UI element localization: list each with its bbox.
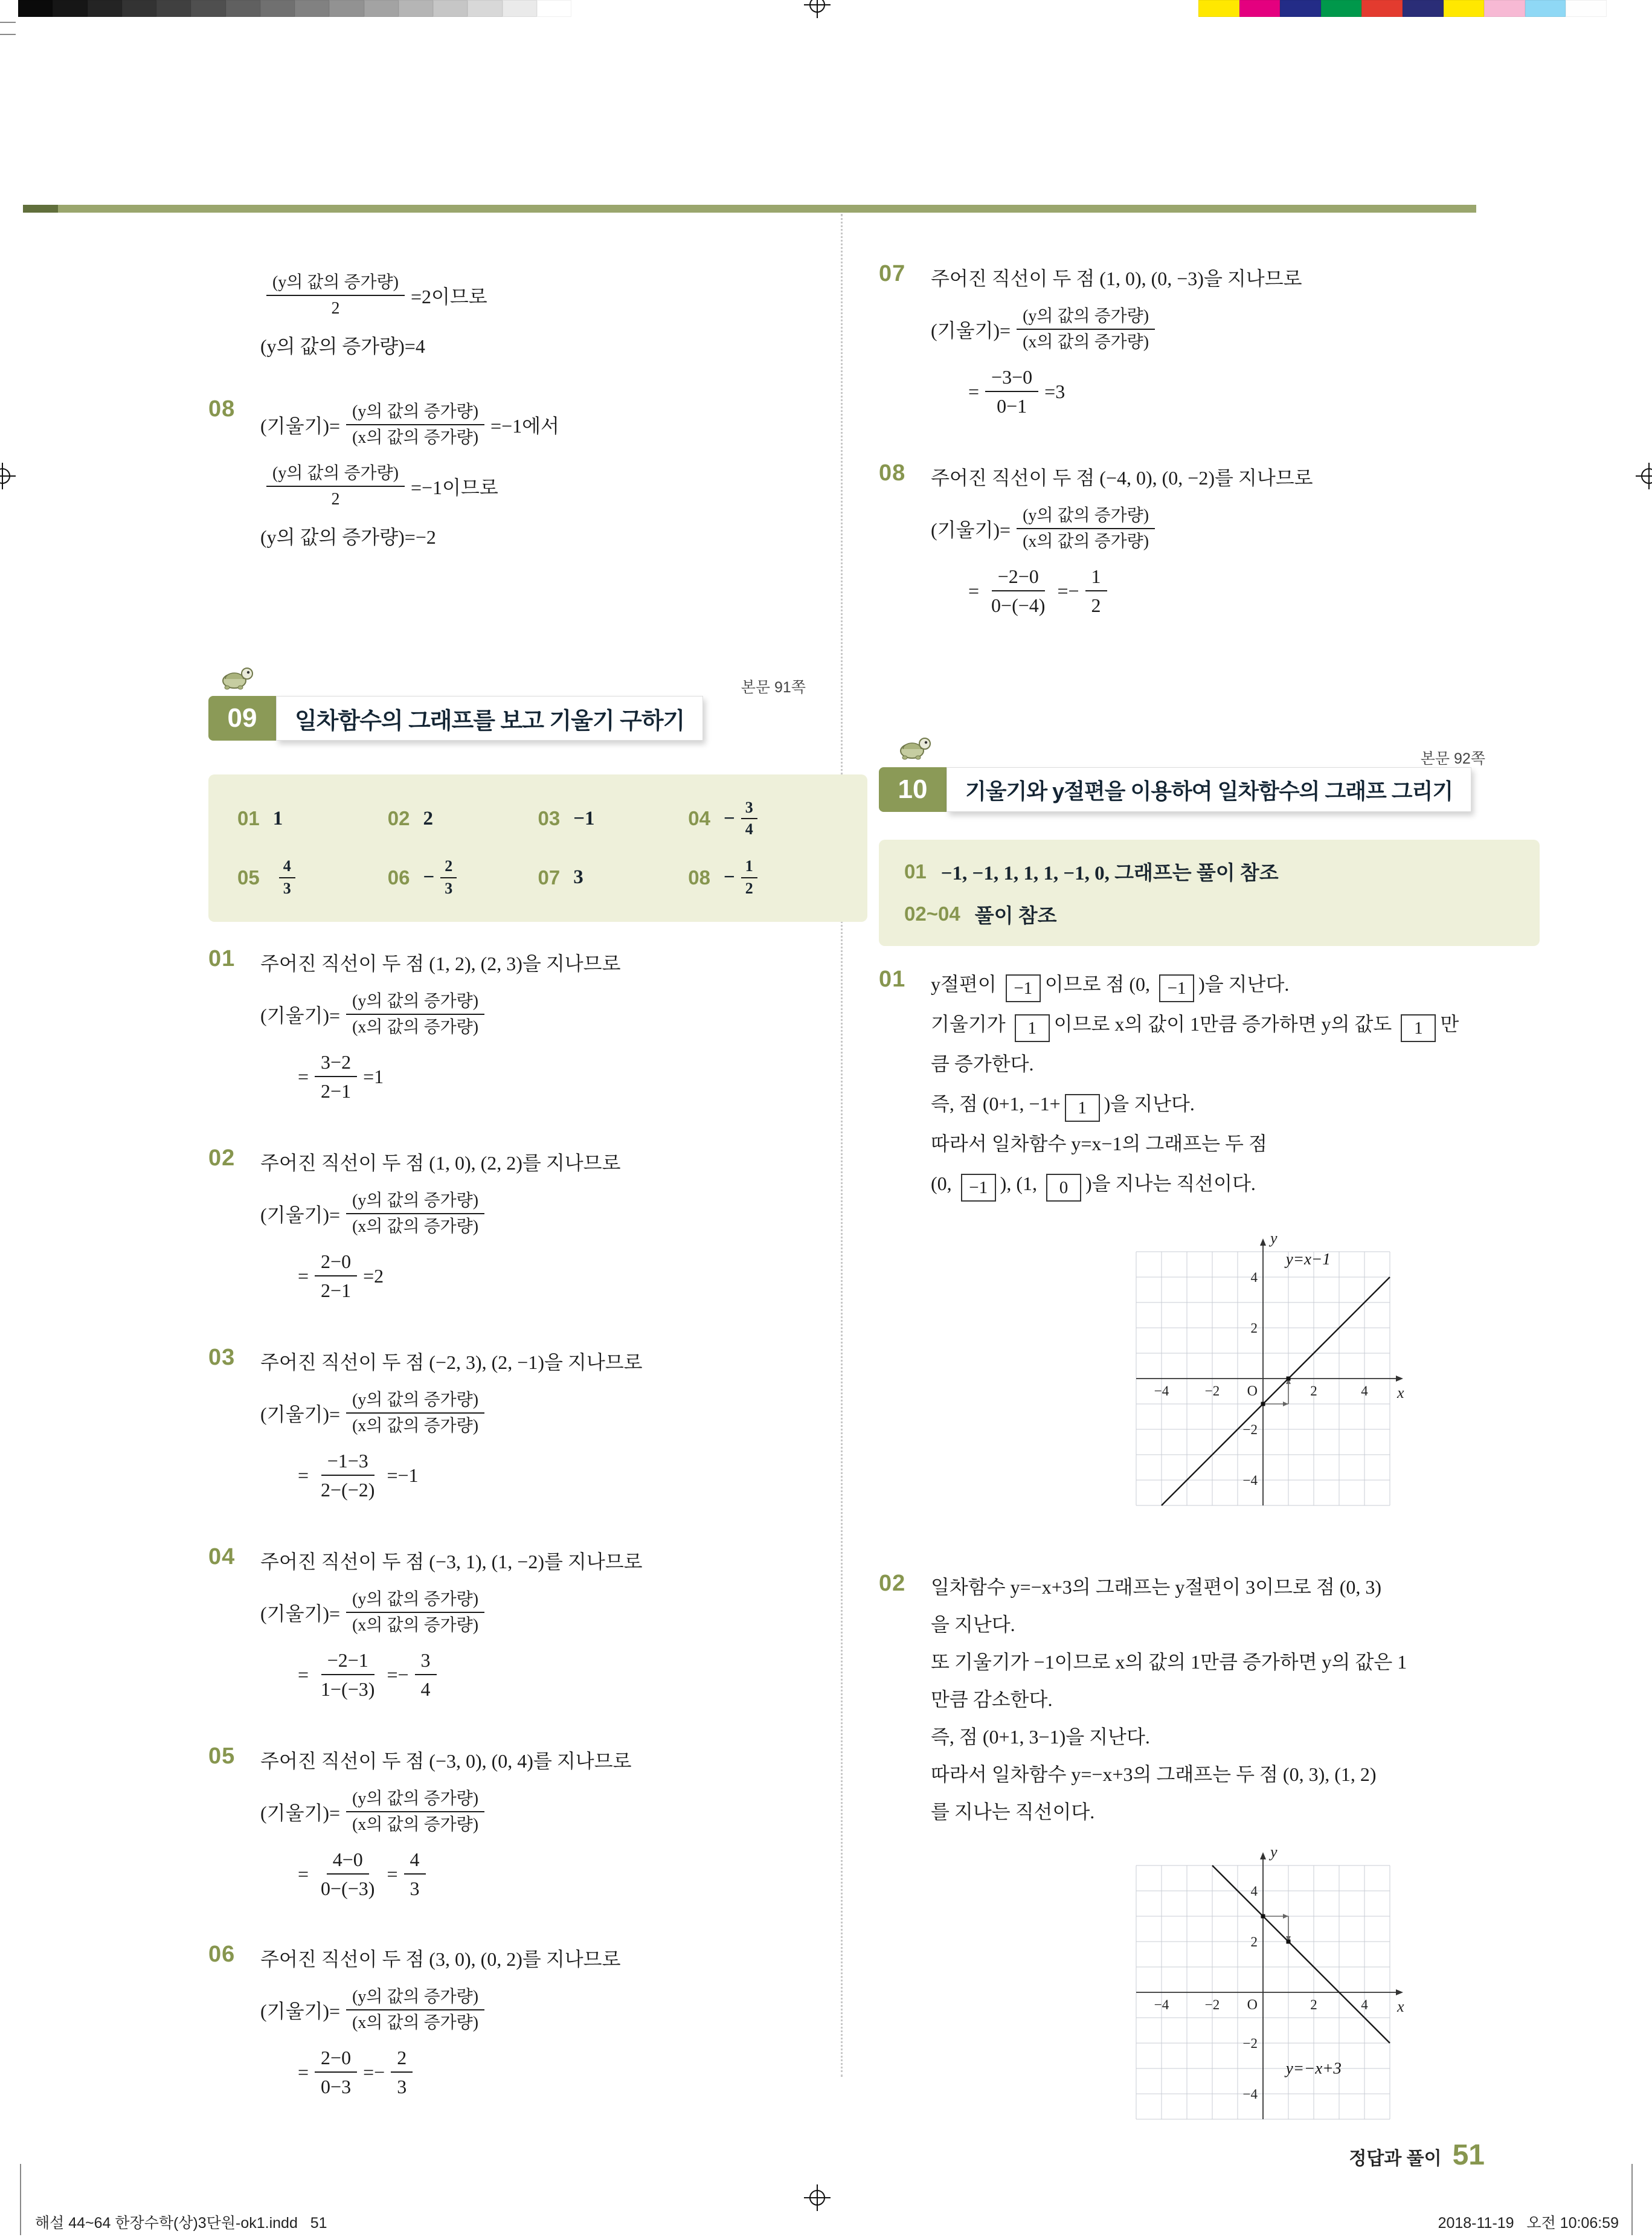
sign: −	[723, 807, 735, 829]
fraction-denominator: (x의 값의 증가량)	[352, 1417, 479, 1435]
math-text: =−1에서	[490, 415, 559, 437]
fraction-numerator: −1−3	[321, 1449, 374, 1476]
solution-block-08-right	[879, 458, 1489, 622]
boxed-value: 0	[1046, 1174, 1081, 1202]
fraction-denominator: 2	[331, 490, 340, 509]
strip-cell	[1484, 0, 1525, 17]
slope-formula	[260, 394, 809, 455]
solution-block-05	[208, 1741, 809, 1905]
answer-item	[688, 857, 838, 898]
slope-formula	[931, 298, 1489, 360]
solution-block-04	[208, 1542, 809, 1706]
slope-formula	[260, 983, 809, 1045]
solution-intro: 주어진 직선이 두 점 (1, 2), (2, 3)을 지나므로	[260, 953, 621, 974]
fraction	[315, 1648, 381, 1701]
fraction-denominator: 3	[397, 2076, 407, 2097]
answer-item	[538, 857, 689, 898]
svg-text:4: 4	[1250, 1270, 1258, 1285]
math-text: =−1이므로	[410, 477, 498, 498]
answer-value	[273, 857, 301, 898]
fraction	[315, 2045, 357, 2099]
svg-text:y: y	[1270, 1843, 1278, 1861]
footer-timestamp: 2018-11-19 오전 10:06:59	[1438, 2215, 1619, 2232]
fraction-numerator: (y의 값의 증가량)	[346, 991, 484, 1015]
crop-tick	[20, 2164, 21, 2235]
page-footer-label	[1349, 2139, 1485, 2172]
math-text: =−1	[387, 1464, 419, 1486]
math-text: =	[298, 1065, 309, 1087]
fraction-numerator: (y의 값의 증가량)	[346, 1788, 484, 1812]
fraction-numerator: 2−0	[315, 2045, 357, 2073]
solution-intro: 주어진 직선이 두 점 (−2, 3), (2, −1)을 지나므로	[260, 1351, 643, 1373]
solution-block-08	[208, 394, 809, 557]
strip-cell	[53, 0, 87, 17]
fraction	[985, 365, 1038, 418]
answer-number: 04	[688, 807, 710, 830]
fraction-numerator: 3	[741, 798, 757, 820]
text: y절편이	[931, 973, 1001, 995]
crop-tick	[0, 22, 16, 23]
math-text: =	[968, 579, 980, 602]
problem-number: 02	[879, 1571, 906, 1596]
fraction-denominator: 2	[1091, 594, 1101, 616]
answer-number: 08	[688, 866, 710, 889]
fraction-denominator: 4	[420, 1678, 431, 1700]
text-line: 또 기울기가 −1이므로 x의 값의 1만큼 증가하면 y의 값은 1	[931, 1651, 1407, 1673]
answer-item	[237, 798, 388, 840]
problem-number: 05	[208, 1743, 236, 1769]
strip-cell	[1566, 0, 1607, 17]
svg-text:−2: −2	[1242, 2036, 1258, 2051]
problem-number: 01	[879, 967, 906, 992]
fraction	[266, 463, 405, 510]
solution-block-10-01	[879, 964, 1489, 1203]
answer-number: 05	[237, 866, 260, 889]
math-text: =	[298, 1663, 309, 1685]
text: 이므로 점 (0,	[1044, 973, 1155, 995]
slope-result	[298, 1444, 809, 1507]
svg-text:−2: −2	[1242, 1422, 1258, 1437]
answer-box-10	[879, 840, 1540, 946]
fraction-numerator: (y의 값의 증가량)	[346, 401, 484, 425]
fraction	[266, 272, 405, 319]
section-title: 기울기와 y절편을 이용하여 일차함수의 그래프 그리기	[947, 767, 1471, 812]
crop-tick	[1631, 2164, 1633, 2235]
answer-value: 2	[423, 807, 433, 829]
turtle-icon	[218, 662, 257, 691]
problem-number: 04	[208, 1544, 236, 1569]
svg-text:y=−x+3: y=−x+3	[1285, 2059, 1342, 2078]
math-text: =−	[363, 2061, 385, 2083]
text: ), (1,	[1000, 1173, 1042, 1194]
slope-formula	[260, 1979, 809, 2041]
math-text: =−	[387, 1663, 409, 1685]
sign: −	[423, 866, 435, 889]
fraction	[1085, 564, 1107, 617]
fraction-numerator: (y의 값의 증가량)	[1017, 505, 1155, 529]
strip-cell	[88, 0, 122, 17]
fraction-denominator: (x의 값의 증가량)	[352, 1217, 479, 1236]
math-text: (기울기)=	[260, 1603, 341, 1624]
fraction-numerator: (y의 값의 증가량)	[346, 1589, 484, 1613]
fraction	[346, 1986, 484, 2033]
math-text: (기울기)=	[931, 320, 1011, 341]
fraction-denominator: 2	[745, 879, 753, 897]
answer-box-09	[208, 774, 867, 922]
math-text: =	[298, 1264, 309, 1287]
fraction-denominator: 4	[745, 820, 753, 838]
math-text: =	[968, 380, 980, 402]
fraction-denominator: (x의 값의 증가량)	[352, 1018, 479, 1037]
slope-result	[298, 2041, 809, 2103]
math-text: (기울기)=	[260, 1005, 341, 1026]
fraction-denominator: 3	[283, 879, 291, 897]
slope-result	[968, 360, 1489, 423]
text-line	[931, 1164, 1489, 1203]
solution-block-03	[208, 1342, 809, 1507]
text-line	[931, 964, 1489, 1004]
svg-text:x: x	[1397, 1384, 1404, 1402]
fraction	[315, 1847, 381, 1901]
text: )을 지난다.	[1104, 1093, 1195, 1115]
math-text: (기울기)=	[260, 1802, 341, 1824]
svg-text:−4: −4	[1154, 1383, 1169, 1399]
graph-y-equals-x-minus-1	[1120, 1226, 1407, 1525]
slope-formula	[260, 1582, 809, 1643]
svg-text:O: O	[1247, 1997, 1258, 2013]
fraction	[1017, 505, 1155, 552]
fraction-numerator: 1	[1085, 564, 1107, 591]
fraction-denominator: 2−1	[321, 1080, 352, 1102]
section-page-ref: 본문 92쪽	[1420, 750, 1485, 767]
svg-text:−4: −4	[1242, 1473, 1258, 1488]
math-text: =2이므로	[410, 286, 487, 307]
fraction-numerator: 4	[279, 857, 295, 878]
answer-number: 01	[237, 807, 260, 830]
top-rule-dark-segment	[23, 205, 58, 213]
strip-cell	[122, 0, 156, 17]
fraction-denominator: 0−1	[997, 395, 1027, 417]
solution-intro: 주어진 직선이 두 점 (1, 0), (0, −3)을 지나므로	[931, 268, 1302, 289]
strip-cell	[18, 0, 53, 17]
problem-number: 07	[879, 261, 906, 286]
svg-text:2: 2	[1250, 1934, 1258, 1949]
fraction	[985, 564, 1051, 617]
left-column	[208, 0, 809, 2237]
text-line	[931, 1084, 1489, 1124]
fraction-denominator: 2	[331, 299, 340, 318]
svg-text:O: O	[1247, 1383, 1258, 1399]
fraction-denominator: 0−(−4)	[991, 594, 1046, 616]
fraction-numerator: −3−0	[985, 365, 1038, 392]
solution-intro: 주어진 직선이 두 점 (3, 0), (0, 2)를 지나므로	[260, 1948, 621, 1970]
strip-cell	[156, 0, 191, 17]
fraction	[346, 991, 484, 1038]
fraction-denominator: (x의 값의 증가량)	[352, 1815, 479, 1834]
math-text: (기울기)=	[260, 415, 341, 437]
fraction	[1017, 306, 1155, 353]
text: )을 지난다.	[1198, 973, 1290, 995]
math-text: =	[298, 2061, 309, 2083]
sign: −	[723, 866, 735, 889]
text-line: 즉, 점 (0+1, 3−1)을 지난다.	[931, 1726, 1150, 1748]
fraction-denominator: 2−(−2)	[321, 1479, 375, 1501]
boxed-value: −1	[961, 1174, 996, 1202]
answer-value: −1	[573, 807, 595, 829]
math-text: =	[298, 1862, 309, 1885]
page-label-text: 정답과 풀이	[1349, 2149, 1442, 2169]
fraction-denominator: 0−(−3)	[321, 1878, 375, 1899]
text-line: 를 지나는 직선이다.	[931, 1801, 1095, 1823]
fraction	[440, 857, 457, 898]
math-text: (기울기)=	[931, 519, 1011, 541]
fraction-numerator: 1	[741, 857, 757, 878]
answer-value	[423, 857, 463, 898]
section-09-header	[208, 696, 703, 741]
slope-result	[298, 1643, 809, 1706]
fraction-numerator: −2−1	[321, 1648, 374, 1675]
fraction	[741, 857, 757, 898]
boxed-value: −1	[1159, 974, 1194, 1002]
text-line: 을 지난다.	[931, 1614, 1015, 1635]
section-10-header	[879, 767, 1471, 812]
math-line	[260, 265, 809, 326]
math-line	[260, 455, 809, 517]
boxed-value: 1	[1015, 1014, 1050, 1042]
section-title: 일차함수의 그래프를 보고 기울기 구하기	[276, 696, 703, 741]
fraction-numerator: (y의 값의 증가량)	[346, 1389, 484, 1414]
answer-value: 풀이 참조	[974, 905, 1057, 927]
svg-text:2: 2	[1310, 1383, 1317, 1399]
fraction-denominator: (x의 값의 증가량)	[352, 428, 479, 447]
solution-block-10-02	[879, 1568, 1489, 1830]
fraction	[346, 1788, 484, 1835]
boxed-value: −1	[1006, 974, 1041, 1002]
solution-block-06	[208, 1939, 809, 2103]
fraction-denominator: (x의 값의 증가량)	[1023, 532, 1149, 551]
answer-number: 02~04	[904, 903, 960, 925]
problem-number: 08	[208, 396, 236, 422]
answer-item	[904, 900, 1514, 929]
svg-text:2: 2	[1250, 1321, 1258, 1336]
boxed-value: 1	[1401, 1014, 1436, 1042]
slope-formula	[931, 498, 1489, 559]
solution-intro: 주어진 직선이 두 점 (−3, 0), (0, 4)를 지나므로	[260, 1750, 632, 1772]
answer-value: 3	[573, 866, 583, 889]
fraction	[315, 1050, 357, 1103]
text: 즉, 점 (0+1, −1+	[931, 1093, 1061, 1115]
slope-formula	[260, 1781, 809, 1843]
text: (0,	[931, 1173, 957, 1194]
fraction	[346, 1190, 484, 1237]
math-text: =−	[1057, 579, 1079, 602]
fraction-numerator: (y의 값의 증가량)	[1017, 306, 1155, 330]
fraction-numerator: (y의 값의 증가량)	[266, 463, 405, 487]
fraction	[279, 857, 295, 898]
fraction-denominator: 3	[410, 1878, 420, 1899]
svg-text:2: 2	[1310, 1997, 1317, 2012]
solution-intro: 주어진 직선이 두 점 (−4, 0), (0, −2)를 지나므로	[931, 467, 1313, 489]
svg-text:y: y	[1270, 1229, 1278, 1247]
turtle-icon	[896, 732, 934, 761]
fraction-numerator: 2	[391, 2045, 413, 2073]
right-column	[879, 0, 1489, 2237]
solution-block-07	[879, 259, 1489, 423]
fraction-denominator: 2−1	[321, 1279, 352, 1301]
text-line: 큼 증가한다.	[931, 1053, 1034, 1075]
fraction	[346, 1589, 484, 1636]
slope-formula	[260, 1183, 809, 1244]
answer-item	[538, 798, 689, 840]
math-text: =	[298, 1464, 309, 1486]
text-line: 따라서 일차함수 y=x−1의 그래프는 두 점	[931, 1133, 1267, 1154]
text: )을 지나는 직선이다.	[1085, 1173, 1256, 1194]
svg-text:4: 4	[1361, 1997, 1368, 2012]
registration-mark-icon	[1636, 463, 1652, 489]
fraction-numerator: 4	[404, 1847, 426, 1875]
answer-value	[724, 857, 763, 898]
answer-value: 1	[272, 807, 283, 829]
text: 이므로 x의 값이 1만큼 증가하면 y의 값도	[1053, 1013, 1397, 1035]
math-text: (y의 값의 증가량)=−2	[260, 526, 436, 548]
math-text: (기울기)=	[260, 1403, 341, 1425]
math-text: =2	[363, 1264, 384, 1287]
problem-number: 03	[208, 1345, 236, 1370]
solution-intro: 주어진 직선이 두 점 (1, 0), (2, 2)를 지나므로	[260, 1152, 621, 1174]
slope-result	[298, 1244, 809, 1307]
answer-value	[724, 798, 763, 840]
fraction-denominator: (x의 값의 증가량)	[352, 1616, 479, 1635]
problem-number: 06	[208, 1942, 236, 1967]
answer-value: −1, −1, 1, 1, 1, −1, 0, 그래프는 풀이 참조	[940, 863, 1279, 885]
math-text: =1	[363, 1065, 384, 1087]
svg-text:4: 4	[1250, 1884, 1258, 1899]
svg-text:−4: −4	[1242, 2087, 1258, 2102]
footer-file-info: 해설 44~64 한장수학(상)3단원-ok1.indd 51	[35, 2215, 327, 2232]
fraction	[315, 1249, 357, 1302]
section-number-badge: 10	[879, 767, 947, 812]
fraction-numerator: 3	[415, 1648, 437, 1675]
fraction-numerator: (y의 값의 증가량)	[266, 272, 405, 296]
slope-result	[298, 1843, 809, 1905]
answer-item	[904, 857, 1514, 886]
math-text: (y의 값의 증가량)=4	[260, 335, 425, 357]
slope-result	[968, 559, 1489, 622]
page-number: 51	[1452, 2139, 1485, 2171]
solution-block-02	[208, 1143, 809, 1307]
answer-item	[688, 798, 838, 840]
text-line: 만큼 감소한다.	[931, 1688, 1053, 1710]
solution-intro: 주어진 직선이 두 점 (−3, 1), (1, −2)를 지나므로	[260, 1551, 643, 1572]
fraction-numerator: (y의 값의 증가량)	[346, 1986, 484, 2010]
answer-number: 02	[387, 807, 410, 830]
fraction	[391, 2045, 413, 2099]
fraction	[741, 798, 757, 840]
fraction-denominator: 1−(−3)	[321, 1678, 375, 1700]
math-text: =3	[1044, 380, 1065, 402]
crop-tick	[0, 34, 16, 35]
fraction-numerator: (y의 값의 증가량)	[346, 1190, 484, 1214]
slope-result	[298, 1045, 809, 1108]
fraction	[415, 1648, 437, 1701]
text: 기울기가	[931, 1013, 1011, 1035]
answer-item	[388, 857, 538, 898]
answer-number: 07	[538, 866, 561, 889]
fraction	[346, 1389, 484, 1437]
registration-mark-icon	[0, 463, 16, 489]
math-text: (기울기)=	[260, 1204, 341, 1226]
problem-number: 01	[208, 946, 236, 971]
answer-number: 06	[387, 866, 410, 889]
fraction-numerator: −2−0	[992, 564, 1045, 591]
svg-text:−2: −2	[1204, 1997, 1220, 2012]
text: 만	[1440, 1013, 1459, 1035]
answer-number: 01	[904, 860, 927, 883]
svg-text:x: x	[1397, 1998, 1404, 2015]
svg-text:−4: −4	[1154, 1997, 1169, 2012]
fraction	[404, 1847, 426, 1901]
fraction	[346, 401, 484, 448]
text-line	[931, 1004, 1489, 1044]
fraction-denominator: (x의 값의 증가량)	[1023, 333, 1149, 352]
math-text: =	[387, 1862, 398, 1885]
svg-text:4: 4	[1361, 1383, 1368, 1399]
answer-number: 03	[538, 807, 561, 830]
problem-number: 02	[208, 1145, 236, 1171]
math-text: (기울기)=	[260, 2000, 341, 2022]
graph-y-equals-minus-x-plus-3	[1120, 1840, 1407, 2139]
text-line: 따라서 일차함수 y=−x+3의 그래프는 두 점 (0, 3), (1, 2)	[931, 1763, 1377, 1785]
problem-number: 08	[879, 460, 906, 486]
fraction-denominator: 3	[445, 879, 453, 897]
solution-block-01	[208, 944, 809, 1108]
section-page-ref: 본문 91쪽	[741, 679, 806, 696]
svg-text:y=x−1: y=x−1	[1285, 1250, 1331, 1268]
boxed-value: 1	[1065, 1094, 1100, 1122]
fraction-numerator: 2−0	[315, 1249, 357, 1276]
fraction-numerator: 3−2	[315, 1050, 357, 1077]
answer-item	[388, 798, 538, 840]
fraction	[315, 1449, 381, 1502]
fraction-numerator: 4−0	[327, 1847, 369, 1875]
svg-text:−2: −2	[1204, 1383, 1220, 1399]
section-number-badge: 09	[208, 696, 276, 741]
fraction-denominator: (x의 값의 증가량)	[352, 2013, 479, 2032]
solution-continuation	[208, 265, 809, 366]
slope-formula	[260, 1382, 809, 1444]
fraction-numerator: 2	[440, 857, 457, 878]
text-line: 일차함수 y=−x+3의 그래프는 y절편이 3이므로 점 (0, 3)	[931, 1576, 1382, 1598]
fraction-denominator: 0−3	[321, 2076, 352, 2097]
answer-item	[237, 857, 388, 898]
column-divider	[841, 214, 843, 2077]
strip-cell	[1525, 0, 1566, 17]
